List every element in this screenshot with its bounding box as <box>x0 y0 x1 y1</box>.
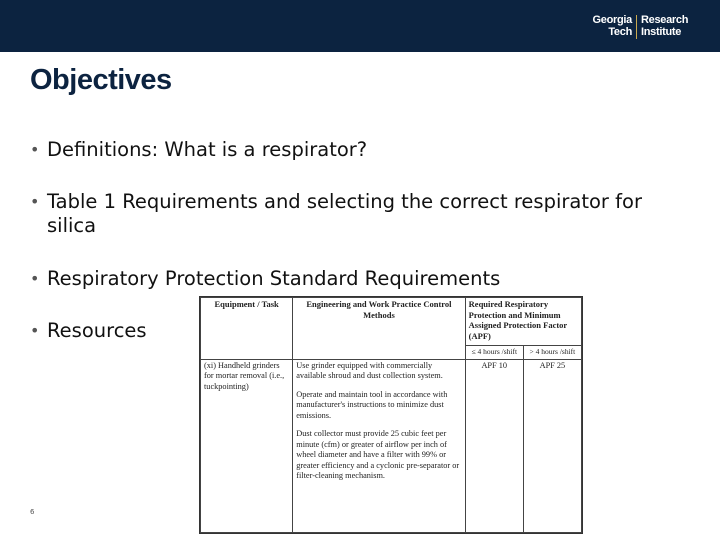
control-text: Dust collector must provide 25 cubic feet per minute (cfm) or greater of airflow per inch of wheel diameter and have a filter with 99% or greater efficiency and a cyclonic pre-separator or filter-cleaning mechanism. <box>296 429 460 480</box>
logo-research-institute <box>641 14 688 38</box>
control-text: Operate and maintain tool in accordance with manufacturer's instructions to minimize dust emissions. <box>296 389 448 420</box>
header-le4: ≤ 4 hours /shift <box>465 346 523 360</box>
bullet-dot-icon: • <box>30 192 40 211</box>
row-controls <box>293 359 465 533</box>
logo-right-line1: Research <box>641 14 689 26</box>
logo-georgia-tech <box>593 14 632 38</box>
logo-right-line2: Institute <box>641 26 682 38</box>
bullet-dot-icon: • <box>30 269 40 288</box>
silica-table-1-excerpt <box>199 296 583 534</box>
georgia-tech-research-institute-logo <box>590 14 702 42</box>
bullet-dot-icon: • <box>30 140 40 159</box>
bullet-item <box>30 138 667 162</box>
bullet-text: Respiratory Protection Standard Requirements <box>47 267 501 290</box>
requirements-table <box>200 297 582 533</box>
header-task: Equipment / Task <box>201 298 293 360</box>
header-gt4: > 4 hours /shift <box>523 346 581 360</box>
apf-le4: APF 10 <box>465 359 523 533</box>
header-controls: Engineering and Work Practice Control Methods <box>293 298 465 360</box>
logo-left-line1: Georgia <box>592 14 632 26</box>
logo-divider <box>636 15 637 39</box>
bullet-item <box>30 267 667 291</box>
control-text: Use grinder equipped with commercially available shroud and dust collection system. <box>296 360 443 380</box>
bullet-item <box>30 190 667 238</box>
slide-number: 6 <box>30 508 35 516</box>
header-requirements: Required Respiratory Protection and Minimum Assigned Protection Factor (APF) <box>465 298 581 346</box>
bullet-text: Table 1 Requirements and selecting the correct respirator for silica <box>47 190 642 237</box>
bullet-dot-icon: • <box>30 321 40 340</box>
bullet-text: Definitions: What is a respirator? <box>47 138 368 161</box>
row-task: (xi) Handheld grinders for mortar removal (i.e., tuckpointing) <box>201 359 293 533</box>
logo-left-line2: Tech <box>608 26 632 38</box>
header-bar <box>0 0 720 52</box>
bullet-text: Resources <box>47 319 147 342</box>
apf-gt4: APF 25 <box>523 359 581 533</box>
slide-title: Objectives <box>30 64 172 96</box>
